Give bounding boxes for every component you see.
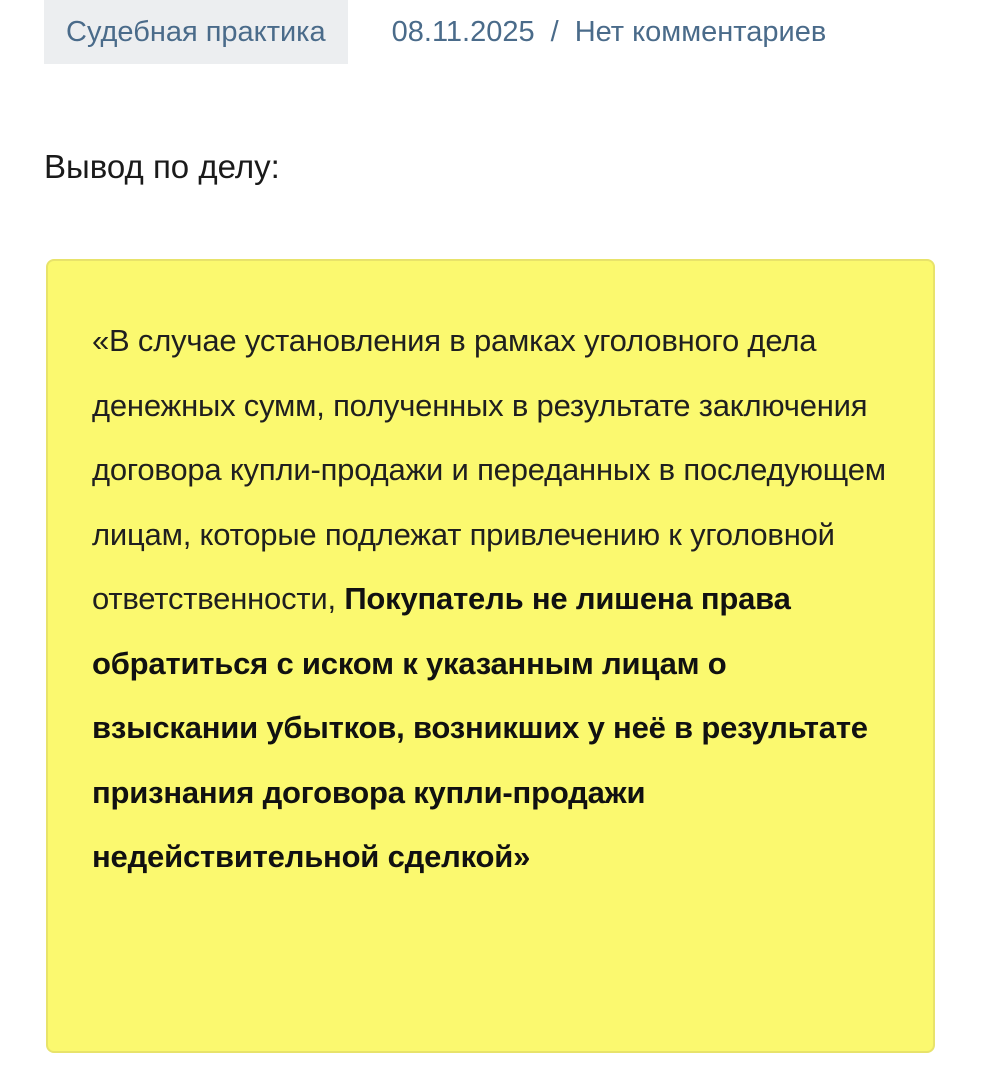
highlighted-quote-box xyxy=(46,259,935,1053)
quote-text xyxy=(92,309,893,890)
comments-count-link[interactable]: Нет комментариев xyxy=(574,15,827,48)
post-date: 08.11.2025 xyxy=(391,15,535,48)
section-heading: Вывод по делу: xyxy=(44,148,280,185)
meta-separator: / xyxy=(550,15,559,48)
category-tag-link[interactable]: Судебная практика xyxy=(44,0,348,64)
quote-bold-text: Покупатель не лишена права обратиться с иском к указанным лицам о взыскании убытков, возникших у неё в результате признания договора купли-продажи недействительной сделкой» xyxy=(92,581,868,874)
quote-plain-text: «В случае установления в рамках уголовного дела денежных сумм, полученных в результате заключения договора купли-продажи и переданных в последующем лицам, которые подлежат привлечению к уголовной ответственности, xyxy=(92,323,886,616)
post-meta-bar xyxy=(44,0,826,64)
